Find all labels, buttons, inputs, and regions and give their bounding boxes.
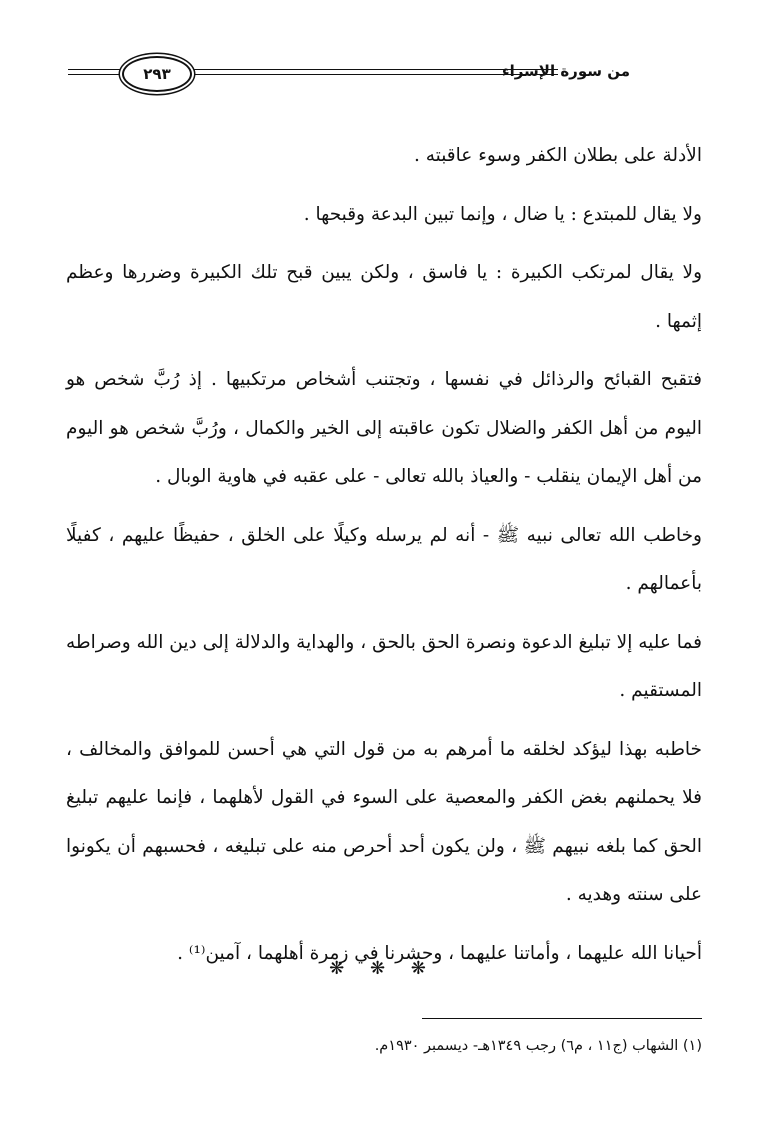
- footnote: (١) الشهاب (ج١١ ، م٦) رجب ١٣٤٩هـ- ديسمبر ١٩٣٠م.: [374, 1038, 702, 1054]
- paragraph: وخاطب الله تعالى نبيه ﷺ - أنه لم يرسله وكيلًا على الخلق ، حفيظًا عليهم ، كفيلًا بأعمالهم .: [66, 524, 702, 594]
- paragraph: فتقبح القبائح والرذائل في نفسها ، وتجتنب أشخاص مرتكبيها . إذ رُبَّ شخص هو اليوم من أهل الكفر والضلال تكون عاقبته إلى الخير والكمال ، ورُبَّ شخص هو اليوم من أهل الإيمان ينقلب - والعياذ بالله تعالى - على عقبه في هاوية الوبال .: [66, 369, 702, 487]
- footnote-rule: [422, 1018, 702, 1019]
- paragraph: ولا يقال لمرتكب الكبيرة : يا فاسق ، ولكن يبين قبح تلك الكبيرة وضررها وعظم إثمها .: [66, 262, 702, 332]
- header-rule: [68, 69, 122, 70]
- header-rule: [68, 74, 122, 75]
- page-body: [66, 132, 702, 988]
- paragraph: خاطبه بهذا ليؤكد لخلقه ما أمرهم به من قول التي هي أحسن للموافق والمخالف ، فلا يحملنهم بغض الكفر والمعصية على السوء في القول لأهلهما ، فإنما عليهم تبليغ الحق كما بلغه نبيهم ﷺ ، ولن يكون أحد أحرص منه على تبليغه ، فحسبهم أن يكونوا على سنته وهديه .: [66, 738, 702, 905]
- page-number: ٢٩٣: [122, 56, 192, 92]
- surah-title: من سورة الإسراء: [501, 62, 630, 80]
- page-header: [68, 56, 630, 96]
- section-separator: ❋ ❋ ❋: [329, 958, 436, 979]
- paragraph: ولا يقال للمبتدع : يا ضال ، وإنما تبين البدعة وقبحها .: [303, 203, 702, 225]
- paragraph: أحيانا الله عليهما ، وأماتنا عليهما ، وحشرنا في زمرة أهلهما ، آمين⁽¹⁾ .: [177, 942, 702, 964]
- paragraph: الأدلة على بطلان الكفر وسوء عاقبته .: [413, 145, 702, 166]
- paragraph: فما عليه إلا تبليغ الدعوة ونصرة الحق بالحق ، والهداية والدلالة إلى دين الله وصراطه المستقيم .: [66, 631, 702, 701]
